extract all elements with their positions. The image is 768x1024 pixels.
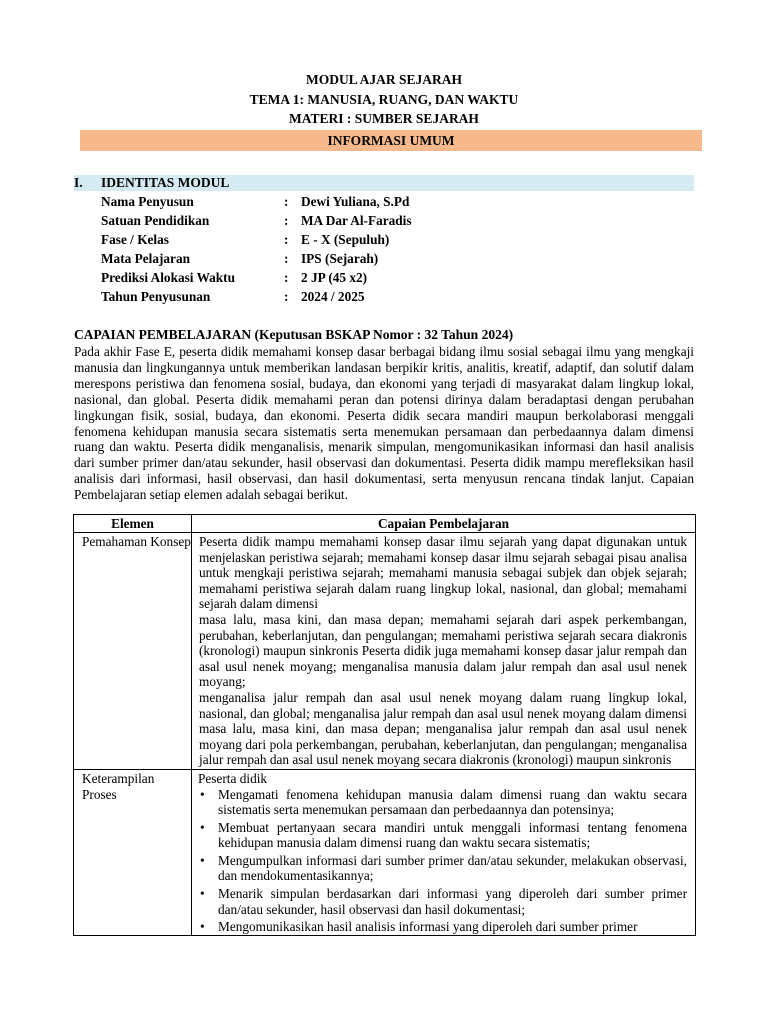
list-item: • Mengumpulkan informasi dari sumber primer dan/atau sekunder, melakukan observasi, dan mendokumentasikannya; <box>216 853 687 884</box>
capaian-text-block: Peserta didik mampu memahami konsep dasar ilmu sejarah yang dapat digunakan untuk menjelaskan peristiwa sejarah; memahami konsep dasar ilmu sejarah sebagai pisau analisa untuk mengkaji peristiwa sejarah; memahami manusia sebagai subjek dan objek sejarah; memahami peristiwa sejarah dalam ruang lingkup lokal, nasional, dan global; memahami sejarah dalam dimensi <box>199 534 687 612</box>
capaian-cell <box>192 769 696 935</box>
capaian-text-block: menganalisa jalur rempah dan asal usul nenek moyang dalam ruang lingkup lokal, nasional, dan global; menganalisa jalur rempah dan asal usul nenek moyang dalam dimensi masa lalu, masa kini, dan masa depan; menganalisa jalur rempah dan asal usul nenek moyang dari pola perkembangan, perubahan, keberlanjutan, dan pengulangan; menganalisa jalur rempah dan asal usul nenek moyang secara diakronis (kronologi) maupun sinkronis <box>199 689 687 768</box>
capaian-text-block: masa lalu, masa kini, dan masa depan; memahami sejarah dari aspek perkembangan, perubahan, keberlanjutan, dan pengulangan; memahami peristiwa sejarah secara diakronis (kronologi) maupun sinkronis Peserta didik juga memahami konsep dasar jalur rempah dan asal usul nenek moyang; menganalisa manusia dalam jalur rempah dan asal usul nenek moyang; <box>199 611 687 690</box>
capaian-intro: Peserta didik <box>198 770 268 786</box>
identity-value: MA Dar Al-Faradis <box>301 213 412 228</box>
theme-title: TEMA 1: MANUSIA, RUANG, DAN WAKTU <box>249 92 519 107</box>
skills-list <box>198 787 687 935</box>
identity-value: Dewi Yuliana, S.Pd <box>301 194 410 209</box>
identity-colon: : <box>284 232 289 247</box>
section-title: IDENTITAS MODUL <box>101 175 230 190</box>
list-item: • Membuat pertanyaan secara mandiri untuk menggali informasi tentang fenomena kehidupan manusia dalam dimensi ruang dan waktu secara sistematis; <box>216 820 687 851</box>
identity-colon: : <box>284 270 289 285</box>
identity-label: Prediksi Alokasi Waktu <box>101 270 236 285</box>
identity-colon: : <box>284 251 289 266</box>
capaian-heading: CAPAIAN PEMBELAJARAN (Keputusan BSKAP Nomor : 32 Tahun 2024) <box>74 327 514 342</box>
identity-label: Tahun Penyusunan <box>101 289 211 304</box>
identity-colon: : <box>284 213 289 228</box>
list-item: • Mengamati fenomena kehidupan manusia dalam dimensi ruang dan waktu secara sistematis serta menemukan persamaan dan perbedaannya dan potensinya; <box>216 787 687 818</box>
column-header-elemen: Elemen <box>74 515 192 533</box>
capaian-cell <box>192 533 696 770</box>
identity-value: E - X (Sepuluh) <box>301 232 390 247</box>
section-number: I. <box>74 175 83 190</box>
elemen-cell: Pemahaman Konsep <box>74 533 192 770</box>
table-header-row <box>74 515 696 533</box>
capaian-paragraph: Pada akhir Fase E, peserta didik memahami konsep dasar berbagai bidang ilmu sosial sebagai ilmu yang mengkaji manusia dan lingkungannya untuk memberikan landasan berpikir kritis, analitis, kreatif, adaptif, dan solutif dalam merespons peristiwa dan fenomena sosial, budaya, dan ekonomi yang terjadi di masyarakat dalam lingkup lokal, nasional, dan global. Peserta didik memahami peran dan potensi dirinya dalam beradaptasi dengan perubahan lingkungan fisik, sosial, budaya, dan ekonomi. Peserta didik secara mandiri maupun berkolaborasi menggali fenomena kehidupan manusia secara sistematis serta menemukan persamaan dan perbedaannya dalam dimensi ruang dan waktu. Peserta didik menganalisis, menarik simpulan, mengomunikasikan informasi dan hasil analisis dari sumber primer dan/atau sekunder, hasil observasi dan dokumentasi. Peserta didik mampu merefleksikan hasil analisis dari informasi, hasil observasi, dan hasil dokumentasi, serta menyusun rencana tindak lanjut. Capaian Pembelajaran setiap elemen adalah sebagai berikut. <box>74 344 694 503</box>
module-title: MODUL AJAR SEJARAH <box>305 72 462 87</box>
capaian-table <box>73 514 696 936</box>
identity-value: IPS (Sejarah) <box>301 251 379 266</box>
table-row <box>74 769 696 935</box>
info-umum-bar: INFORMASI UMUM <box>80 130 702 151</box>
identity-value: 2024 / 2025 <box>301 289 365 304</box>
material-title: MATERI : SUMBER SEJARAH <box>289 111 479 126</box>
identity-label: Nama Penyusun <box>101 194 194 209</box>
column-header-capaian: Capaian Pembelajaran <box>192 515 696 533</box>
identity-colon: : <box>284 289 289 304</box>
identity-colon: : <box>284 194 289 209</box>
elemen-cell: Keterampilan Proses <box>74 769 192 935</box>
identity-label: Satuan Pendidikan <box>101 213 210 228</box>
list-item: • Menarik simpulan berdasarkan dari informasi yang diperoleh dari sumber primer dan/atau sekunder, hasil observasi dan hasil dokumentasi; <box>216 886 687 917</box>
table-row <box>74 533 696 770</box>
list-item: • Mengomunikasikan hasil analisis informasi yang diperoleh dari sumber primer <box>216 919 687 935</box>
identity-value: 2 JP (45 x2) <box>301 270 368 285</box>
identity-label: Fase / Kelas <box>101 232 169 247</box>
identity-label: Mata Pelajaran <box>101 251 190 266</box>
